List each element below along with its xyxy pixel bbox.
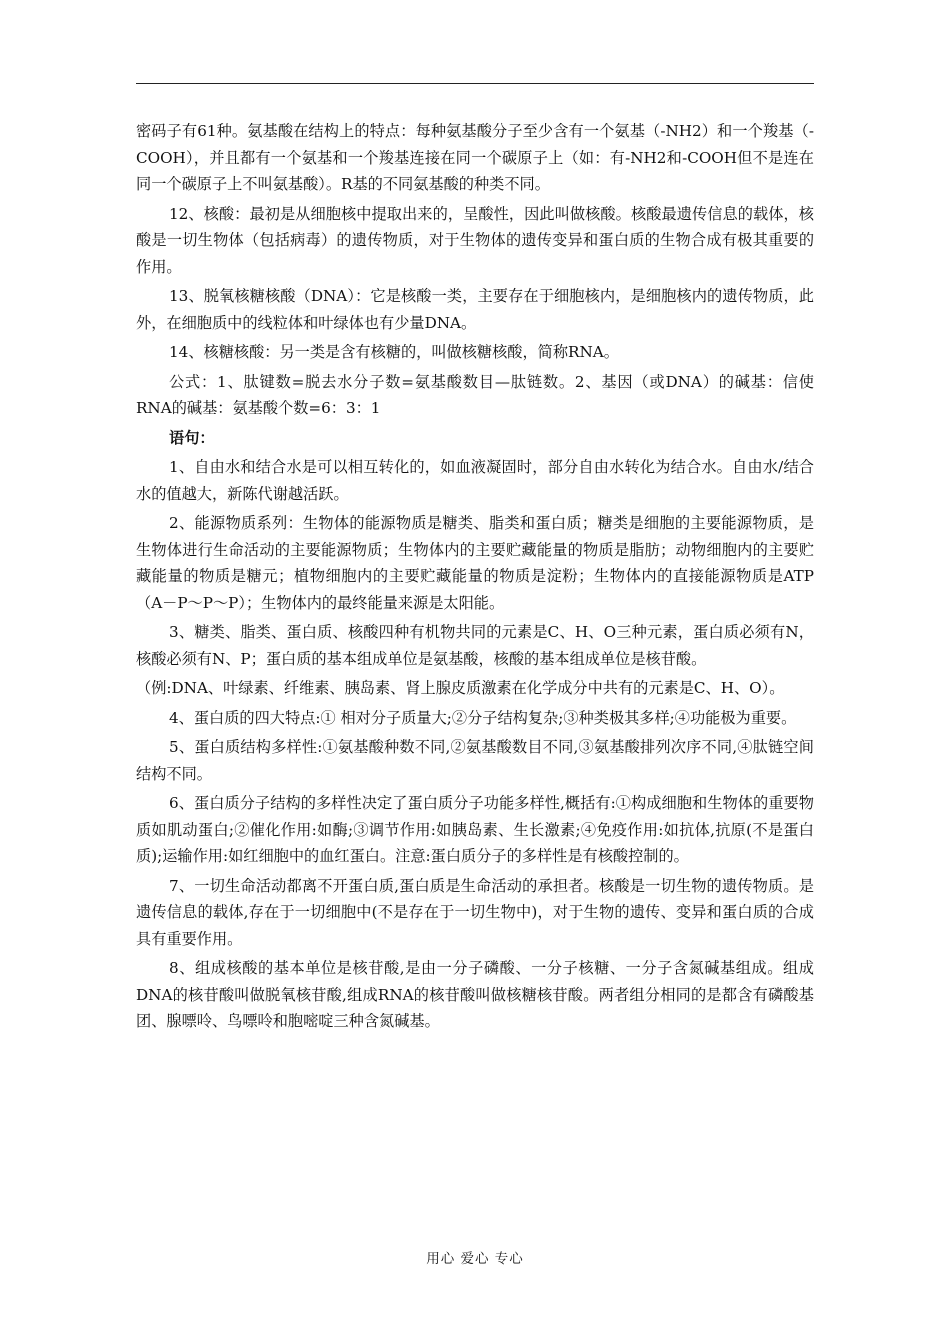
paragraph-item-1: 1、自由水和结合水是可以相互转化的，如血液凝固时，部分自由水转化为结合水。自由水/结合水的值越大，新陈代谢越活跃。 bbox=[136, 458, 814, 503]
paragraph-item-4: 4、蛋白质的四大特点:① 相对分子质量大;②分子结构复杂;③种类极其多样;④功能极为重要。 bbox=[169, 708, 797, 727]
paragraph-continuation: 密码子有61种。氨基酸在结构上的特点：每种氨基酸分子至少含有一个氨基（-NH2）和一个羧基（-COOH），并且都有一个氨基和一个羧基连接在同一个碳原子上（如：有-NH2和-COOH但不是连在同一个碳原子上不叫氨基酸）。R基的不同氨基酸的种类不同。 bbox=[136, 122, 814, 193]
body-text bbox=[136, 118, 814, 1038]
header-rule bbox=[136, 83, 814, 84]
paragraph-item-7: 7、一切生命活动都离不开蛋白质,蛋白质是生命活动的承担者。核酸是一切生物的遗传物质。是遗传信息的载体,存在于一切细胞中(不是存在于一切生物中)，对于生物的遗传、变异和蛋白质的合成具有重要作用。 bbox=[136, 876, 814, 948]
paragraph-rna: 14、核糖核酸：另一类是含有核糖的，叫做核糖核酸，简称RNA。 bbox=[169, 343, 619, 361]
paragraph-item-8: 8、组成核酸的基本单位是核苷酸,是由一分子磷酸、一分子核糖、一分子含氮碱基组成。组成DNA的核苷酸叫做脱氧核苷酸,组成RNA的核苷酸叫做核糖核苷酸。两者组分相同的是都含有磷酸基团、腺嘌呤、鸟嘌呤和胞嘧啶三种含氮碱基。 bbox=[136, 959, 814, 1030]
paragraph-item-3: 3、糖类、脂类、蛋白质、核酸四种有机物共同的元素是C、H、O三种元素，蛋白质必须有N，核酸必须有N、P；蛋白质的基本组成单位是氨基酸，核酸的基本组成单位是核苷酸。 bbox=[136, 623, 814, 668]
paragraph-item-6: 6、蛋白质分子结构的多样性决定了蛋白质分子功能多样性,概括有:①构成细胞和生物体的重要物质如肌动蛋白;②催化作用:如酶;③调节作用:如胰岛素、生长激素;④免疫作用:如抗体,抗原(不是蛋白质);运输作用:如红细胞中的血红蛋白。注意:蛋白质分子的多样性是有核酸控制的。 bbox=[136, 794, 814, 865]
paragraph-dna: 13、脱氧核糖核酸（DNA）：它是核酸一类，主要存在于细胞核内，是细胞核内的遗传物质，此外，在细胞质中的线粒体和叶绿体也有少量DNA。 bbox=[136, 287, 814, 332]
paragraph-formula: 公式：1、肽键数=脱去水分子数=氨基酸数目—肽链数。2、基因（或DNA）的碱基：信使RNA的碱基：氨基酸个数=6：3：1 bbox=[136, 372, 814, 417]
paragraph-example: （例:DNA、叶绿素、纤维素、胰岛素、肾上腺皮质激素在化学成分中共有的元素是C、H、O）。 bbox=[136, 679, 785, 697]
paragraph-nucleic-acid: 12、核酸：最初是从细胞核中提取出来的，呈酸性，因此叫做核酸。核酸最遗传信息的载体，核酸是一切生物体（包括病毒）的遗传物质，对于生物体的遗传变异和蛋白质的生物合成有极其重要的作用。 bbox=[136, 204, 814, 276]
section-heading: 语句： bbox=[169, 428, 215, 447]
page-footer: 用心 爱心 专心 bbox=[426, 1251, 524, 1267]
paragraph-item-2: 2、能源物质系列：生物体的能源物质是糖类、脂类和蛋白质；糖类是细胞的主要能源物质，是生物体进行生命活动的主要能源物质；生物体内的主要贮藏能量的物质是脂肪；动物细胞内的主要贮藏能量的物质是糖元；植物细胞内的主要贮藏能量的物质是淀粉；生物体内的直接能源物质是ATP（A－P～P～P）；生物体内的最终能量来源是太阳能。 bbox=[136, 514, 814, 612]
paragraph-item-5: 5、蛋白质结构多样性:①氨基酸种数不同,②氨基酸数目不同,③氨基酸排列次序不同,④肽链空间结构不同。 bbox=[136, 738, 814, 783]
